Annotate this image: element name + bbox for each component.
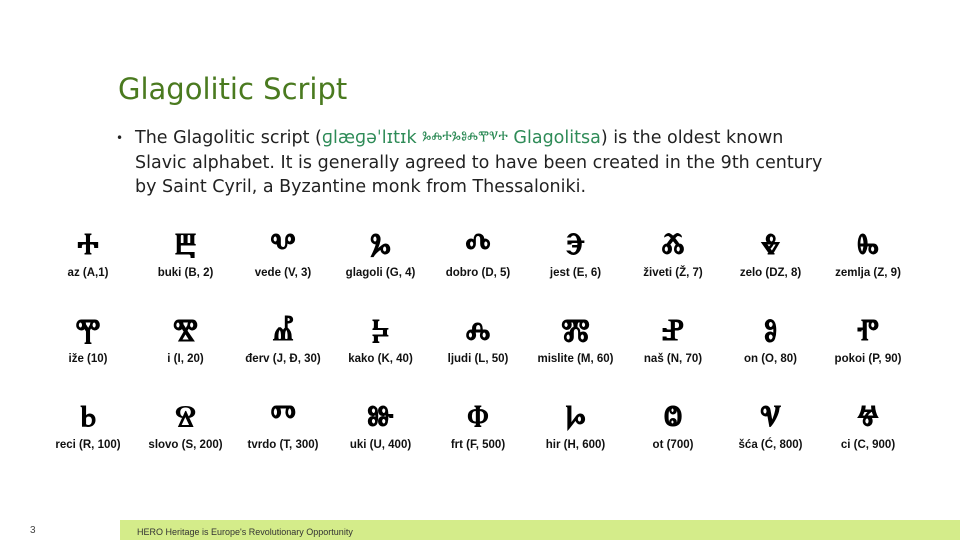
letter-cell <box>333 397 429 453</box>
letter-glyph: Ⱉ <box>663 399 683 434</box>
letter-glyph: Ⱇ <box>467 399 489 434</box>
letter-glyph: Ⰿ <box>561 313 590 348</box>
letter-cell <box>528 397 624 453</box>
letter-glyph: Ⰲ <box>270 227 296 262</box>
letter-glyph: Ⰶ <box>661 227 685 262</box>
letter-cell <box>820 225 916 281</box>
bullet-paragraph <box>116 126 836 200</box>
letter-cell <box>430 311 526 367</box>
letter-label: đerv (J, Đ, 30) <box>245 353 321 365</box>
letter-glyph: Ⰴ <box>465 227 491 262</box>
letter-cell <box>625 225 721 281</box>
letter-label: ot (700) <box>652 439 694 451</box>
letter-label: mislite (M, 60) <box>537 353 614 365</box>
letter-glyph: Ⰷ <box>760 227 781 262</box>
letter-label: kako (K, 40) <box>348 353 413 365</box>
letter-glyph: Ⱍ <box>856 399 880 434</box>
letter-cell <box>723 397 819 453</box>
bullet-intro: The Glagolitic script ( <box>135 128 322 148</box>
letter-label: tvrdo (T, 300) <box>247 439 319 451</box>
letter-label: zelo (DZ, 8) <box>739 267 802 279</box>
letter-cell <box>138 311 234 367</box>
letter-glyph: Ⰹ <box>75 313 101 348</box>
letter-label: hir (H, 600) <box>545 439 606 451</box>
letter-cell <box>40 225 136 281</box>
letter-label: ci (C, 900) <box>840 439 896 451</box>
letter-label: slovo (S, 200) <box>148 439 223 451</box>
letter-label: reci (R, 100) <box>55 439 121 451</box>
letter-label: pokoi (P, 90) <box>834 353 902 365</box>
letter-cell <box>820 397 916 453</box>
letter-label: živeti (Ž, 7) <box>643 267 703 279</box>
footer-text: HERO Heritage is Europe's Revolutionary Opportunity <box>137 527 353 537</box>
letter-cell <box>723 225 819 281</box>
letter-label: dobro (D, 5) <box>445 267 511 279</box>
letter-cell <box>333 311 429 367</box>
bullet-rest: ) is the oldest known Slavic alphabet. It is generally agreed to have been created in the 9th century by Saint Cyril, a Byzantine monk from Thessaloniki. <box>135 128 823 197</box>
letter-cell <box>723 311 819 367</box>
letter-glyph: Ⱆ <box>367 399 394 434</box>
letter-glyph: Ⱅ <box>270 399 296 434</box>
letter-cell <box>430 397 526 453</box>
letter-glyph: Ⰽ <box>371 313 390 348</box>
letter-cell <box>235 311 331 367</box>
bullet-dot-icon: • <box>116 131 124 145</box>
letter-glyph: Ⰵ <box>565 227 586 262</box>
letter-cell <box>625 397 721 453</box>
letter-label: iže (10) <box>68 353 108 365</box>
letter-cell <box>138 225 234 281</box>
letter-cell <box>430 225 526 281</box>
letter-cell <box>40 397 136 453</box>
letter-glyph: Ⰾ <box>465 313 491 348</box>
letter-label: on (O, 80) <box>743 353 798 365</box>
letter-label: glagoli (G, 4) <box>345 267 416 279</box>
letter-cell <box>235 225 331 281</box>
letter-label: ljudi (L, 50) <box>447 353 509 365</box>
letter-label: vede (V, 3) <box>254 267 312 279</box>
letter-label: az (A,1) <box>67 267 109 279</box>
letter-glyph: Ⱁ <box>763 313 778 348</box>
slide-title: Glagolitic Script <box>118 72 348 106</box>
letter-glyph: Ⰰ <box>77 227 99 262</box>
letter-cell <box>235 397 331 453</box>
letter-label: zemlja (Z, 9) <box>835 267 901 279</box>
letter-glyph: Ⱈ <box>565 399 586 434</box>
page-number: 3 <box>30 525 36 536</box>
glagolitic-alphabet-table <box>40 225 930 470</box>
letter-glyph: Ⰸ <box>857 227 879 262</box>
letter-glyph: Ⰱ <box>174 227 197 262</box>
letter-glyph: Ⰼ <box>272 313 294 348</box>
letter-cell <box>625 311 721 367</box>
letter-glyph: Ⱃ <box>79 399 97 434</box>
letter-glyph: Ⱀ <box>661 313 685 348</box>
letter-cell <box>820 311 916 367</box>
letter-label: naš (N, 70) <box>643 353 703 365</box>
letter-label: uki (U, 400) <box>349 439 412 451</box>
letter-label: frt (F, 500) <box>450 439 506 451</box>
ipa-pronunciation: ɡlæɡəˈlɪtɪk ⰳⰾⰰⰳⱁⰾⰹⱌⰰ Glagolitsa <box>321 128 601 148</box>
letter-glyph: Ⱄ <box>175 399 196 434</box>
letter-label: šća (Ć, 800) <box>738 439 803 451</box>
letter-cell <box>40 311 136 367</box>
letter-label: buki (B, 2) <box>157 267 214 279</box>
letter-label: i (I, 20) <box>167 353 204 365</box>
letter-cell <box>138 397 234 453</box>
letter-glyph: Ⰳ <box>370 227 391 262</box>
letter-cell <box>333 225 429 281</box>
letter-glyph: Ⱌ <box>759 399 782 434</box>
letter-cell <box>528 225 624 281</box>
letter-cell <box>528 311 624 367</box>
letter-label: jest (E, 6) <box>549 267 602 279</box>
bullet-text <box>135 126 836 200</box>
letter-glyph: Ⰺ <box>172 313 199 348</box>
letter-glyph: Ⱂ <box>856 313 880 348</box>
